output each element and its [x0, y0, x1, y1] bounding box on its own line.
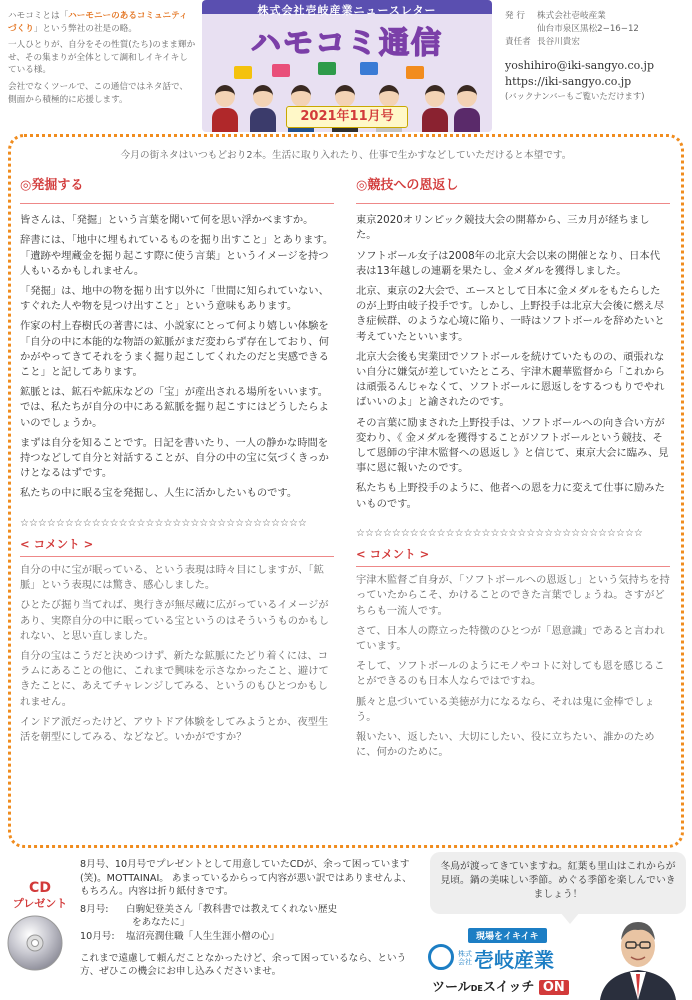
editor-label: 責任者: [505, 37, 531, 47]
author-photo: [590, 914, 686, 1000]
banner-title: ハモコミ通信: [251, 26, 443, 61]
item-title: 塩沼亮潤住職「人生生涯小僧の心」: [126, 930, 280, 942]
article-paragraph: 私たちも上野投手のように、他者への恩を力に変えて仕事に励みたいものです。: [356, 482, 665, 510]
website-link[interactable]: https://iki-sangyo.co.jp: [505, 75, 632, 88]
comment-body: [20, 563, 334, 745]
item-label: 8月号:: [80, 903, 109, 915]
intro-text: 今月の街ネタはいつもどおり2本。生活に取り入れたり、仕事で生かすなどしていただけると本望です。: [120, 150, 572, 161]
logo-slogan: ツールDEスイッチ ON: [432, 976, 569, 995]
flag-icon: [360, 62, 378, 75]
flag-icon: [318, 62, 336, 75]
article-paragraph: その言葉に励まされた上野投手は、ソフトボールへの向き合い方が変わり、《 金メダルを獲得することがソフトボールという競技、そして恩師の宇津木監督への恩返し 》と信じて、東京大会に臨み、見事に恩に報いたのです。: [356, 416, 669, 475]
publisher-address: 仙台市泉区黒松2−16−12: [537, 24, 639, 34]
flag-icon: [234, 66, 252, 79]
publisher-info: [505, 10, 690, 103]
tagline-line-1: ハモコミとは「ハーモニーのあるコミュニティづくり」という弊社の社是の略。: [8, 11, 188, 34]
star-divider: ☆☆☆☆☆☆☆☆☆☆☆☆☆☆☆☆☆☆☆☆☆☆☆☆☆☆☆☆☆☆☆☆: [20, 517, 307, 529]
comment-body: [356, 573, 670, 760]
comment-paragraph: インドア派だったけど、アウトドア体験をしてみようとか、夜型生活を朝型にしてみる、などなど。いかがですか？: [20, 715, 329, 744]
article-heading: ◎発掘する: [20, 178, 84, 193]
article-paragraph: 東京2020オリンピック競技大会の開幕から、三カ月が経ちました。: [356, 214, 650, 242]
comment-paragraph: ひとたび掘り当てれば、奥行きが無尽蔵に広がっているイメージがあり、実際自分の中に眠っている宝というのはそういうものかもしれない、と思い直しました。: [20, 599, 329, 642]
article-left: [20, 178, 334, 750]
item-label: 10月号:: [80, 930, 115, 942]
article-paragraph: まずは自分を知ることです。日記を書いたり、一人の静かな時間を持つなどして自分と対話することが、自分の中の宝に気づくきっかけとなるはずです。: [20, 436, 329, 480]
cd-present-label: [12, 880, 68, 912]
article-paragraph: 「発掘」は、地中の物を掘り出す以外に「世間に知られていない、すぐれた人や物を見つけ出すこと」という意味もあります。: [20, 285, 329, 313]
company-logo: [426, 924, 588, 996]
divider: [20, 556, 334, 557]
logo-tagline: 現場をイキイキ: [468, 928, 547, 943]
contact-email[interactable]: yoshihiro@iki-sangyo.co.jp: [505, 59, 654, 72]
comment-heading: < コメント >: [20, 536, 94, 551]
article-paragraph: 北京大会後も実業団でソフトボールを続けていたものの、頑張れない自分に嫌気が差していたところ、宇津木麗華監督から「これからは頑張るんじゃなくて、ソフトボールに恩返しをするつもりでやればいいのよ」と諭されたのです。: [356, 350, 665, 409]
logo-mark-icon: [428, 944, 454, 970]
logo-name: 壱岐産業: [474, 948, 554, 972]
comment-paragraph: 自分の宝はこうだと決めつけず、新たな鉱脈にたどり着くには、コラムにあることの他に、これまで興味を示さなかったこと、避けてきたことに、あえてチャレンジしてみる、というのもひとつかもしれません。: [20, 650, 329, 708]
comment-paragraph: 脈々と息づいている美徳が力になるなら、それは鬼に金棒でしょう。: [356, 695, 655, 723]
tagline-line-2: 一人ひとりが、自分をその性質(たち)のまま輝かせ、その集まりが全体として調和しイキイキしている様。: [8, 40, 196, 76]
staff-figure: [422, 85, 448, 132]
staff-figure: [250, 85, 276, 132]
article-paragraph: 鉱脈とは、鉱石や鉱床などの「宝」が産出される場所をいいます。では、私たちが自分の中にある鉱脈を掘り起こすにはどうしたらよいのでしょうか。: [20, 386, 329, 429]
tagline-line-3: 会社でなくツールで、この通信ではネタ話で、側面から積極的に応援します。: [8, 81, 188, 105]
article-paragraph: 辞書には、「地中に埋もれているものを掘り出すこと」とあります。「遺跡や埋蔵金を掘り起こす際に使う言葉」というイメージを持つ人もいるかもしれません。: [20, 234, 334, 277]
divider: [20, 203, 334, 204]
divider: [356, 203, 670, 204]
comment-paragraph: 自分の中に宝が眠っている、という表現は時々目にしますが、「鉱脈」という表現には驚き、感心しました。: [20, 564, 324, 592]
logo-corp: 株式会社: [458, 950, 472, 966]
article-paragraph: 北京、東京の2大会で、エースとして日本に金メダルをもたらしたのが上野由岐子投手です。しかし、上野投手は北京大会後に燃え尽き症候群、のような心境に陥り、一時はソフトボールを辞めたいと考えていたといいます。: [356, 285, 665, 343]
editor-name: 長谷川貴宏: [537, 37, 580, 47]
comment-paragraph: そして、ソフトボールのようにモノやコトに対しても恩を感じることができるのも日本人ならではですね。: [356, 660, 665, 688]
star-divider: ☆☆☆☆☆☆☆☆☆☆☆☆☆☆☆☆☆☆☆☆☆☆☆☆☆☆☆☆☆☆☆☆: [356, 527, 643, 539]
cd-present-text: [80, 858, 420, 983]
comment-paragraph: 宇津木監督ご自身が、「ソフトボールへの恩返し」という気持ちを持っていたからこそ、かけることのできた言葉でしょうね。さすがどちらも一流人です。: [356, 574, 670, 617]
article-heading: ◎競技への恩返し: [356, 178, 459, 193]
present-intro: 8月号、10月号でプレゼントとして用意していたCDが、余って困っています(笑)。MOTTAINAI。 あまっているからって内容が悪い訳ではありませんよ、もちろん。内容は折り紙付きです。: [80, 859, 412, 898]
cd-label-text: CD: [29, 880, 51, 896]
item-title: 白駒妃登美さん「教科書では教えてくれない歴史: [126, 903, 338, 915]
article-paragraph: ソフトボール女子は2008年の北京大会以来の開催となり、日本代表は13年越しの連覇を果たし、金メダルを獲得しました。: [356, 249, 661, 277]
article-right: [356, 178, 670, 766]
staff-figure: [454, 85, 480, 132]
divider: [356, 566, 670, 567]
publisher-name: 株式会社壱岐産業: [537, 11, 606, 21]
flag-icon: [406, 66, 424, 79]
item-title-cont: をあなたに」: [132, 917, 190, 929]
staff-figure: [212, 85, 238, 132]
present-outro: これまで遠慮して頼んだことなかったけど、余って困っているなら、という方、ぜひこの機会にお申し込みくださいませ。: [80, 952, 407, 978]
banner-company: 株式会社壱岐産業ニュースレター: [257, 4, 437, 17]
comment-paragraph: さて、日本人の際立った特徴のひとつが「恩意識」であると言われています。: [356, 624, 665, 653]
article-paragraph: 作家の村上春樹氏の著書には、小説家にとって何より嬉しい体験を「自分の中に本能的な物語の鉱脈がまだ変わらず存在しており、何かがやってきてそれをうまく掘り起こしてくれたのだと実感できること」と記してあります。: [20, 320, 329, 379]
comment-paragraph: 報いたい、返したい、大切にしたい、役に立ちたい、誰かのために、何かのために。: [356, 731, 655, 759]
comment-heading: < コメント >: [356, 547, 430, 562]
backnumber-note: (バックナンバーもご覧いただけます): [505, 91, 645, 101]
bubble-tail: [560, 912, 580, 924]
present-label-text: プレゼント: [12, 897, 68, 910]
issue-date: 2021年11月号: [286, 106, 408, 128]
flag-icon: [272, 64, 290, 77]
cd-disc-icon: [6, 914, 64, 972]
speech-bubble: 冬鳥が渡ってきていますね。紅葉も里山はこれからが見頃。鍋の美味しい季節。めぐる季節を楽しんでいきましょう！: [430, 852, 686, 914]
publisher-label: 発 行: [505, 11, 525, 21]
article-paragraph: 私たちの中に眠る宝を発掘し、人生に活かしたいものです。: [20, 487, 298, 500]
article-paragraph: 皆さんは、「発掘」という言葉を聞いて何を思い浮かべますか。: [20, 214, 314, 227]
newsletter-banner: [202, 0, 492, 132]
header-tagline: [8, 10, 196, 110]
